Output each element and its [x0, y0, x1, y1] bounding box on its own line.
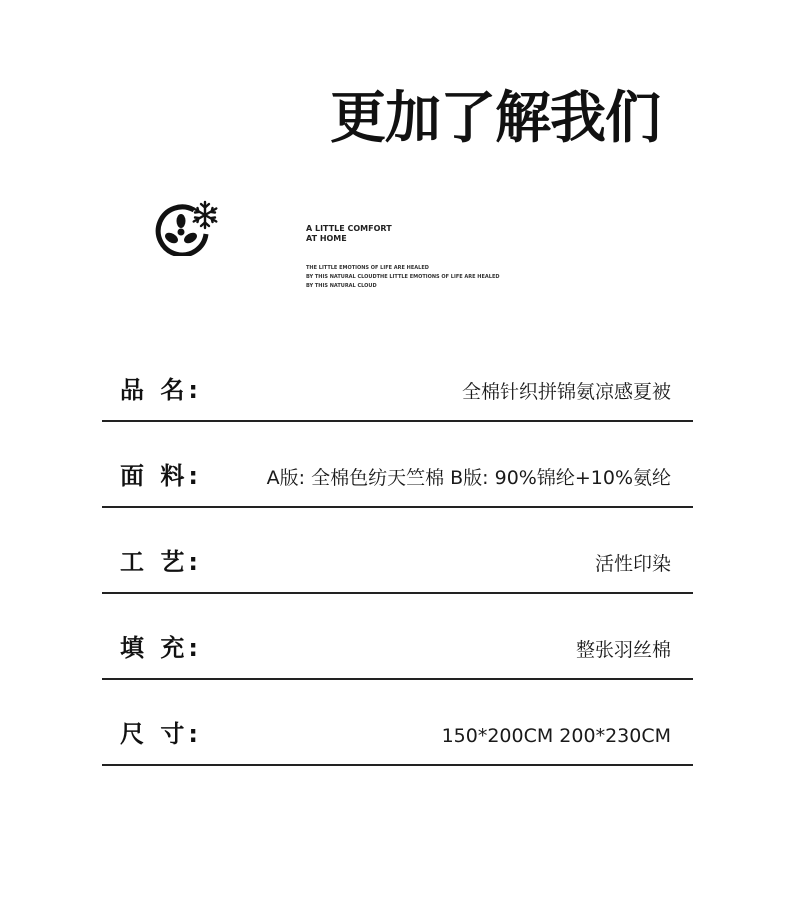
spec-value: 150*200CM 200*230CM: [441, 725, 671, 747]
spec-row-filling: [102, 594, 693, 680]
brand-tagline: [306, 224, 466, 244]
spec-label: 填 充:: [120, 634, 202, 662]
spec-row-process: [102, 508, 693, 594]
spec-label: 尺 寸:: [120, 720, 202, 748]
fan-snowflake-icon: [154, 200, 222, 256]
spec-value: 全棉针织拼锦氨凉感夏被: [461, 381, 671, 403]
spec-row-size: [102, 680, 693, 766]
spec-row-fabric: [102, 422, 693, 508]
subtag-line: BY THIS NATURAL CLOUD: [306, 283, 377, 289]
spec-row-name: [102, 336, 693, 422]
spec-value: 活性印染: [594, 553, 671, 575]
tagline-line: AT HOME: [306, 234, 347, 243]
tagline-line: A LITTLE COMFORT: [306, 224, 392, 233]
spec-label: 品 名:: [120, 376, 202, 404]
brand-subtagline: [306, 264, 526, 291]
spec-label: 工 艺:: [120, 548, 202, 576]
subtag-line: BY THIS NATURAL CLOUDTHE LITTLE EMOTIONS OF LIFE ARE HEALED: [306, 274, 500, 280]
spec-label: 面 料:: [120, 462, 202, 490]
page-title: 更加了解我们: [330, 85, 660, 151]
spec-value: 整张羽丝棉: [575, 639, 671, 661]
subtag-line: THE LITTLE EMOTIONS OF LIFE ARE HEALED: [306, 265, 429, 271]
spec-value: A版: 全棉色纺天竺棉 B版: 90%锦纶+10%氨纶: [266, 467, 671, 489]
spec-table: [102, 336, 693, 766]
